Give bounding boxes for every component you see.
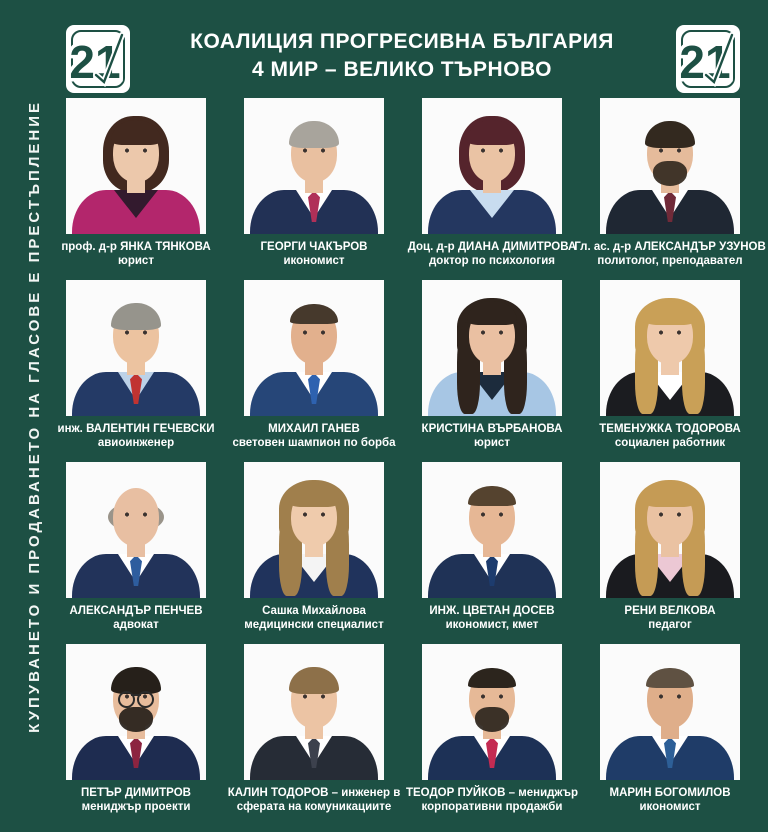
candidate-name: инж. ВАЛЕНТИН ГЕЧЕВСКИ <box>57 423 215 435</box>
portrait-eyes <box>123 512 149 517</box>
candidate-role: икономист <box>283 255 345 267</box>
candidate-name: МИХАИЛ ГАНЕВ <box>268 423 360 435</box>
candidate-photo <box>66 98 206 234</box>
candidate-role: юрист <box>474 437 510 449</box>
portrait-eyes <box>301 512 327 517</box>
candidate-photo <box>422 280 562 416</box>
candidate-role: мениджър проекти <box>81 801 191 813</box>
candidate-photo <box>244 644 384 780</box>
candidate-role: икономист <box>639 801 701 813</box>
candidate-role: социален работник <box>614 437 726 449</box>
candidate-card <box>422 462 562 644</box>
candidate-photo <box>244 462 384 598</box>
candidate-caption <box>216 240 412 268</box>
candidate-caption <box>572 786 768 814</box>
ballot-21-icon <box>66 25 130 93</box>
candidate-role: авиоинженер <box>97 437 175 449</box>
ballot-number-text: 21 <box>69 36 121 88</box>
candidate-caption <box>394 604 590 632</box>
portrait-beard <box>475 707 509 732</box>
portrait-eyes <box>301 694 327 699</box>
portrait-hair-top <box>646 668 694 688</box>
candidate-caption <box>38 240 234 268</box>
portrait-eyes <box>123 148 149 153</box>
candidate-role: медицински специалист <box>244 619 384 631</box>
candidate-card <box>66 644 206 826</box>
candidate-name: ИНЖ. ЦВЕТАН ДОСЕВ <box>429 605 555 617</box>
portrait-eyes <box>479 148 505 153</box>
candidate-photo <box>600 644 740 780</box>
candidates-grid <box>57 98 766 826</box>
candidate-card <box>600 280 740 462</box>
ballot-logo-left <box>66 25 130 93</box>
candidate-caption <box>216 786 412 814</box>
candidate-name: ПЕТЪР ДИМИТРОВ <box>81 787 191 799</box>
candidate-card <box>405 644 578 826</box>
ballot-logo-right <box>676 25 740 93</box>
candidate-name: КАЛИН ТОДОРОВ – инженер в <box>227 787 401 799</box>
candidate-caption <box>572 422 768 450</box>
candidate-role: юрист <box>118 255 154 267</box>
candidate-photo <box>244 98 384 234</box>
candidate-photo <box>600 462 740 598</box>
candidate-photo <box>244 280 384 416</box>
candidate-photo <box>66 280 206 416</box>
candidate-caption <box>38 604 234 632</box>
portrait-eyes <box>479 512 505 517</box>
candidate-photo <box>422 462 562 598</box>
candidate-photo <box>422 644 562 780</box>
portrait-eyes <box>301 330 327 335</box>
candidate-name: ТЕОДОР ПУЙКОВ – мениджър <box>405 787 578 799</box>
candidate-name: Гл. ас. д-р АЛЕКСАНДЪР УЗУНОВ <box>574 241 766 253</box>
candidate-photo <box>600 98 740 234</box>
portrait-eyes <box>657 330 683 335</box>
ballot-21-icon <box>676 25 740 93</box>
candidate-caption <box>394 786 590 814</box>
candidate-role: адвокат <box>113 619 159 631</box>
portrait-eyes <box>301 148 327 153</box>
candidate-card <box>574 98 766 280</box>
candidate-role: педагог <box>648 619 692 631</box>
candidate-caption <box>394 422 590 450</box>
candidate-name: Доц. д-р ДИАНА ДИМИТРОВА <box>407 241 577 253</box>
candidate-role: сферата на комуникациите <box>236 801 392 813</box>
candidate-name: ГЕОРГИ ЧАКЪРОВ <box>260 241 368 253</box>
candidate-card <box>227 644 401 826</box>
candidate-card <box>244 98 384 280</box>
vote-buying-warning <box>14 0 54 832</box>
portrait-hair-top <box>468 486 516 506</box>
candidate-name: проф. д-р ЯНКА ТЯНКОВА <box>61 241 211 253</box>
candidate-caption <box>572 240 768 268</box>
candidate-name: КРИСТИНА ВЪРБАНОВА <box>421 423 563 435</box>
candidate-photo <box>600 280 740 416</box>
candidate-caption <box>572 604 768 632</box>
candidate-name: АЛЕКСАНДЪР ПЕНЧЕВ <box>69 605 203 617</box>
candidate-card <box>61 98 211 280</box>
candidate-name: ТЕМЕНУЖКА ТОДОРОВА <box>599 423 741 435</box>
candidate-card <box>600 462 740 644</box>
portrait-eyes <box>657 512 683 517</box>
candidate-name: РЕНИ ВЕЛКОВА <box>624 605 716 617</box>
portrait-hair-top <box>111 667 161 694</box>
portrait-eyes <box>479 694 505 699</box>
candidate-card <box>244 462 384 644</box>
portrait-head <box>113 488 159 546</box>
coalition-title: КОАЛИЦИЯ ПРОГРЕСИВНА БЪЛГАРИЯ <box>190 30 614 53</box>
candidate-role: политолог, преподавател <box>597 255 743 267</box>
portrait-hair-top <box>289 667 339 694</box>
page-title <box>130 28 674 84</box>
vote-buying-warning-text: КУПУВАНЕТО И ПРОДАВАНЕТО НА ГЛАСОВЕ Е ПРЕСТЪПЛЕНИЕ <box>25 99 43 733</box>
candidate-role: икономист, кмет <box>445 619 539 631</box>
portrait-eyes <box>657 694 683 699</box>
candidate-card <box>422 280 562 462</box>
candidate-photo <box>422 98 562 234</box>
portrait-hair-top <box>645 121 695 148</box>
candidate-role: световен шампион по борба <box>232 437 396 449</box>
candidate-card <box>232 280 396 462</box>
candidate-card <box>57 280 215 462</box>
district-title: 4 МИР – ВЕЛИКО ТЪРНОВО <box>251 58 553 81</box>
candidate-caption <box>216 422 412 450</box>
candidate-photo <box>66 644 206 780</box>
candidate-card <box>407 98 577 280</box>
portrait-hair-top <box>289 121 339 148</box>
candidate-card <box>66 462 206 644</box>
portrait-eyes <box>479 330 505 335</box>
candidate-caption <box>394 240 590 268</box>
candidate-caption <box>38 422 234 450</box>
candidate-name: МАРИН БОГОМИЛОВ <box>609 787 731 799</box>
portrait-eyes <box>123 330 149 335</box>
portrait-beard <box>119 707 153 732</box>
portrait-beard <box>653 161 687 186</box>
portrait-hair-top <box>290 304 338 324</box>
candidate-card <box>600 644 740 826</box>
candidate-caption <box>216 604 412 632</box>
portrait-hair-top <box>111 303 161 330</box>
candidate-role: доктор по психология <box>429 255 555 267</box>
glasses-icon <box>117 691 155 706</box>
candidate-name: Сашка Михайлова <box>262 605 366 617</box>
candidate-photo <box>66 462 206 598</box>
portrait-eyes <box>657 148 683 153</box>
ballot-number-text: 21 <box>679 36 731 88</box>
candidate-role: корпоративни продажби <box>421 801 563 813</box>
candidate-caption <box>38 786 234 814</box>
portrait-hair-top <box>468 668 516 688</box>
